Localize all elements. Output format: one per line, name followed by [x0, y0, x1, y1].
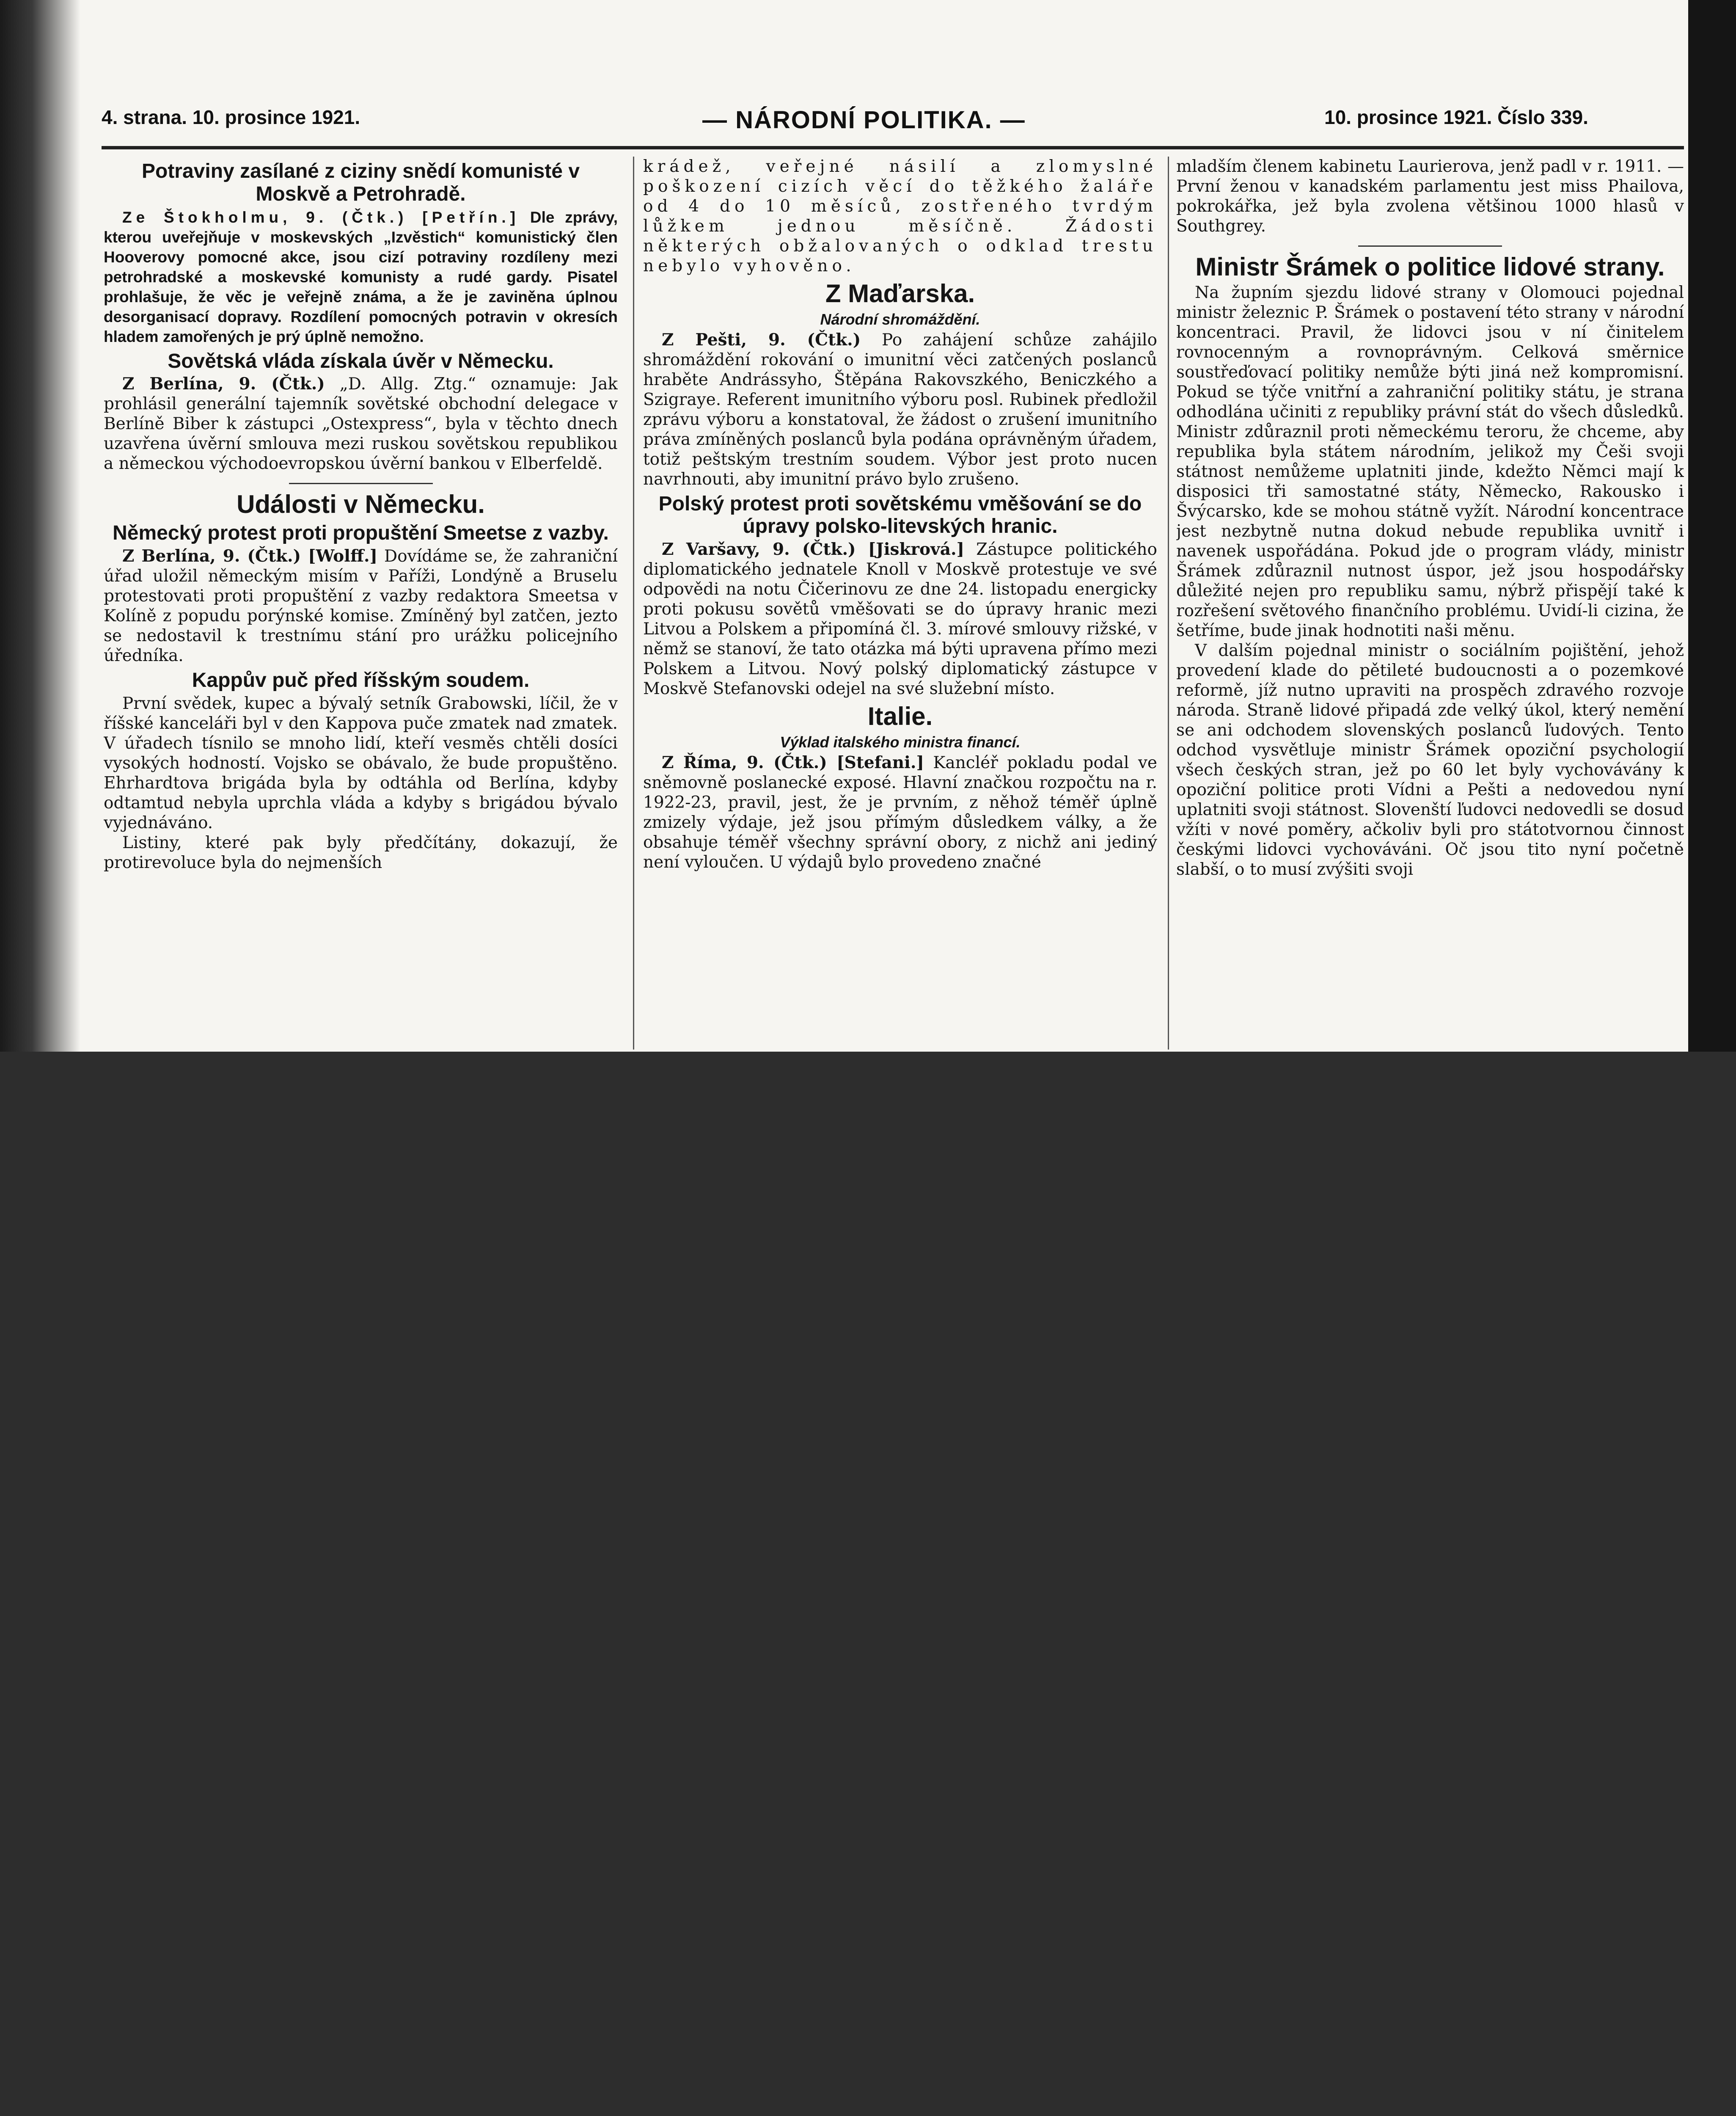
column-1 — [104, 157, 618, 1050]
article-text: Dovídáme se, že zahraniční úřad uložil německým misím v Paříži, Londýně a Bruselu protestovati proti propuštění z vazby redaktora Smeetsa v Kolíně z popudu porýnské komise. Zmíněný byl zatčen, jezto se nedostavil k trestnímu stání pro urážku policejního úředníka. — [104, 547, 618, 666]
article-subtitle: Národní shromáždění. — [820, 311, 980, 328]
article-continuation: krádež, veřejné násilí a zlomyslné poškození cizích věcí do těžkého žaláře od 4 do 10 měsíců, zostřeného tvrdým lůžkem jednou měsíčně. Žádosti některých obžalovaných o odklad trestu nebylo vyhověno. — [643, 157, 1157, 276]
article-text: V dalším pojednal ministr o sociálním pojištění, jehož provedení klade do pětileté budoucnosti a o pozemkové reformě, jíž nutno upraviti na prospěch zdravého rozvoje národa. Straně lidové připadá zde velký úkol, který nemění se ani odchodem slovenských poslanců ľudových. Tento odchod vysvětluje ministr Šrámek opoziční psychologií všech českých stran, jež po 60 let byly vychovávány k opoziční politice proti Vídni a Pešti a nedovedou nyní uplatniti svoji státnost. Slovenští ľudovci nedovedli se dosud vžíti v nové poměry, ačkoliv byli pro státotvornou činnost českými lidovci vychováváni. Oč jsou tito nyní početně slabší, o to musí zvýšiti svoji — [1176, 641, 1684, 879]
section-divider — [289, 483, 433, 484]
article-continuation: mladším členem kabinetu Laurierova, jenž padl v r. 1911. — První ženou v kanadském parlamentu jest miss Phailova, pokrokářka, jež byla zvolena většinou 1000 hlasů v Southgrey. — [1176, 157, 1684, 236]
section-title: Události v Německu. — [237, 490, 485, 519]
article-text: Kancléř pokladu podal ve sněmovně poslanecké exposé. Hlavní značkou rozpočtu na r. 1922-23, pravil, jest, že je prvním, z něhož téměř úplně zmizely výdaje, jež jsou přímým důsledkem války, a že obsahuje téměř všechny správní obory, z nichž ani jediný není vyloučen. U výdajů bylo provedeno značné — [643, 753, 1157, 872]
article-title: Potraviny zasílané z ciziny snědí komunisté v Moskvě a Petrohradě. — [141, 160, 580, 205]
column-3 — [1176, 157, 1684, 1050]
section-title: Z Maďarska. — [825, 279, 975, 308]
section-title: Italie. — [867, 702, 933, 730]
article-subtitle: Výklad italského ministra financí. — [780, 733, 1021, 751]
dateline: Z Pešti, 9. (Čtk.) — [662, 330, 861, 350]
masthead: — NÁRODNÍ POLITIKA. — — [702, 106, 1026, 134]
article-text: První svědek, kupec a bývalý setník Grabowski, líčil, že v říšské kanceláři byl v den Kappova puče zmatek nad zmatek. V úřadech tísnilo se mnoho lidí, kteří vesměs chtěli dosíci vysokých hodností. Vojsko se obávalo, že bude propuštěno. Ehrhardtova brigáda byla by odtáhla od Berlína, kdyby odtamtud nebyla uprchla vláda a kdyby s brigádou bývalo vyjednáváno. — [104, 694, 618, 832]
article-body — [643, 330, 1157, 489]
article-text: „D. Allg. Ztg.“ oznamuje: Jak prohlásil generální tajemník sovětské obchodní delegace v Berlíně Biber k zástupci „Ostexpress“, byla v těchto dnech uzavřena úvěrní smlouva mezi ruskou sovětskou republikou a německou východoevropskou úvěrní bankou v Elberfeldě. — [104, 375, 618, 474]
dateline: Z Berlína, 9. (Čtk.) — [122, 374, 325, 394]
article-text: Listiny, které pak byly předčítány, dokazují, že protirevoluce byla do nejmenších — [104, 833, 618, 872]
section-divider — [1358, 245, 1502, 247]
article-subtitle: Německý protest proti propuštění Smeetse z vazby. — [113, 522, 609, 545]
dateline: Ze Štokholmu, 9. (Čtk.) [Petřín.] — [122, 208, 520, 226]
dateline: Z Varšavy, 9. (Čtk.) [Jiskrová.] — [662, 540, 965, 559]
article-body — [104, 546, 618, 666]
header-right: 10. prosince 1921. Číslo 339. — [1324, 106, 1588, 128]
article-text: Dle zprávy, kterou uveřejňuje v moskevských „Izvěstich“ komunistický člen Hooverovy pomocné akce, jsou cizí potraviny rozdíleny mezi petrohradské a moskevské komunisty a rudé gardy. Pisatel prohlašuje, že věc je veřejně známa, a že je zaviněna úplnou desorganisací dopravy. Rozdílení pomocných potravin v okresích hladem zamořených je prý úplně nemožno. — [104, 208, 618, 345]
header-left: 4. strana. 10. prosince 1921. — [102, 106, 360, 128]
header-rule — [102, 146, 1684, 149]
article-text: Na župním sjezdu lidové strany v Olomouci pojednal ministr železnic P. Šrámek o postavení této strany v národní koncentraci. Pravil, že lidovci jsou v ní činitelem rovnocenným a rovnoprávným. Celková směrnice soustřeďovací politiky nemůže býti jiná než kompromisní. Pokud se týče vnitřní a zahraniční politiky státu, je strana odhodlána učiniti z republiky právní stát do všech důsledků. Ministr zdůraznil proti německému teroru, že chceme, aby republika byla státem národním, jelikož my Češi svoji státnost nemůžeme uplatniti jinde, kdežto Němci mají k disposici tři samostatné státy, Německo, Rakousko i Švýcarsko, kde se mohou státně vyžít. Národní koncentrace jest nezbytně nutna dokud nebude republika uvnitř i navenek uspořádána. Pokud jde o program vlády, ministr Šrámek zdůraznil nutnost úspor, jež jsou hospodářsky důležité nejen pro republiku samu, nýbrž přispějí také k rozřešení světového finančního problému. Uvidí-li cizina, že šetříme, bude jinak hodnotiti naši měnu. — [1176, 283, 1684, 641]
article-body — [643, 540, 1157, 699]
article-title: Polský protest proti sovětskému vměšování se do úpravy polsko-litevských hranic. — [658, 492, 1142, 538]
column-2 — [643, 157, 1157, 1050]
article-title: Kappův puč před říšským soudem. — [192, 669, 530, 692]
article-title: Ministr Šrámek o politice lidové strany. — [1195, 253, 1665, 281]
article-body — [643, 753, 1157, 872]
article-text: Zástupce politického diplomatického jednatele Knoll v Moskvě protestuje ve své odpovědi na notu Čičerinovu ze dne 24. listopadu energicky proti pokusu sovětů vměšovati se do úpravy hranic mezi Litvou a Polskem a připomíná čl. 3. mírové smlouvy rižské, v němž se stanoví, že tato otázka má býti upravena přímo mezi Polskem a Litvou. Nový polský diplomatický zástupce v Moskvě Stefanovski odejel na své služební místo. — [643, 540, 1157, 698]
column-separator — [633, 157, 634, 1050]
column-separator — [1168, 157, 1169, 1050]
article-body — [104, 207, 618, 347]
article-body — [104, 374, 618, 474]
dateline: Z Říma, 9. (Čtk.) [Stefani.] — [662, 752, 924, 772]
blank-scan-area — [0, 1052, 1736, 2116]
scan-edge — [1688, 0, 1736, 1052]
article-text: Po zahájení schůze zahájilo shromáždění rokování o imunitní věci zatčených poslanců hraběte Andrássyho, Štěpána Rakovszkého, Beniczkého a Szigraye. Referent imunitního výboru posl. Rubinek předložil zprávu výboru a konstatoval, že žádost o zrušení imunitního práva zmíněných poslanců byla podána oprávněným úřadem, totiž peštským trestním soudem. Výbor jest proto nucen navrhnouti, aby imunitní právo bylo zrušeno. — [643, 330, 1157, 489]
article-title: Sovětská vláda získala úvěr v Německu. — [168, 350, 554, 372]
dateline: Z Berlína, 9. (Čtk.) [Wolff.] — [122, 546, 378, 566]
newspaper-page — [0, 0, 1736, 1052]
